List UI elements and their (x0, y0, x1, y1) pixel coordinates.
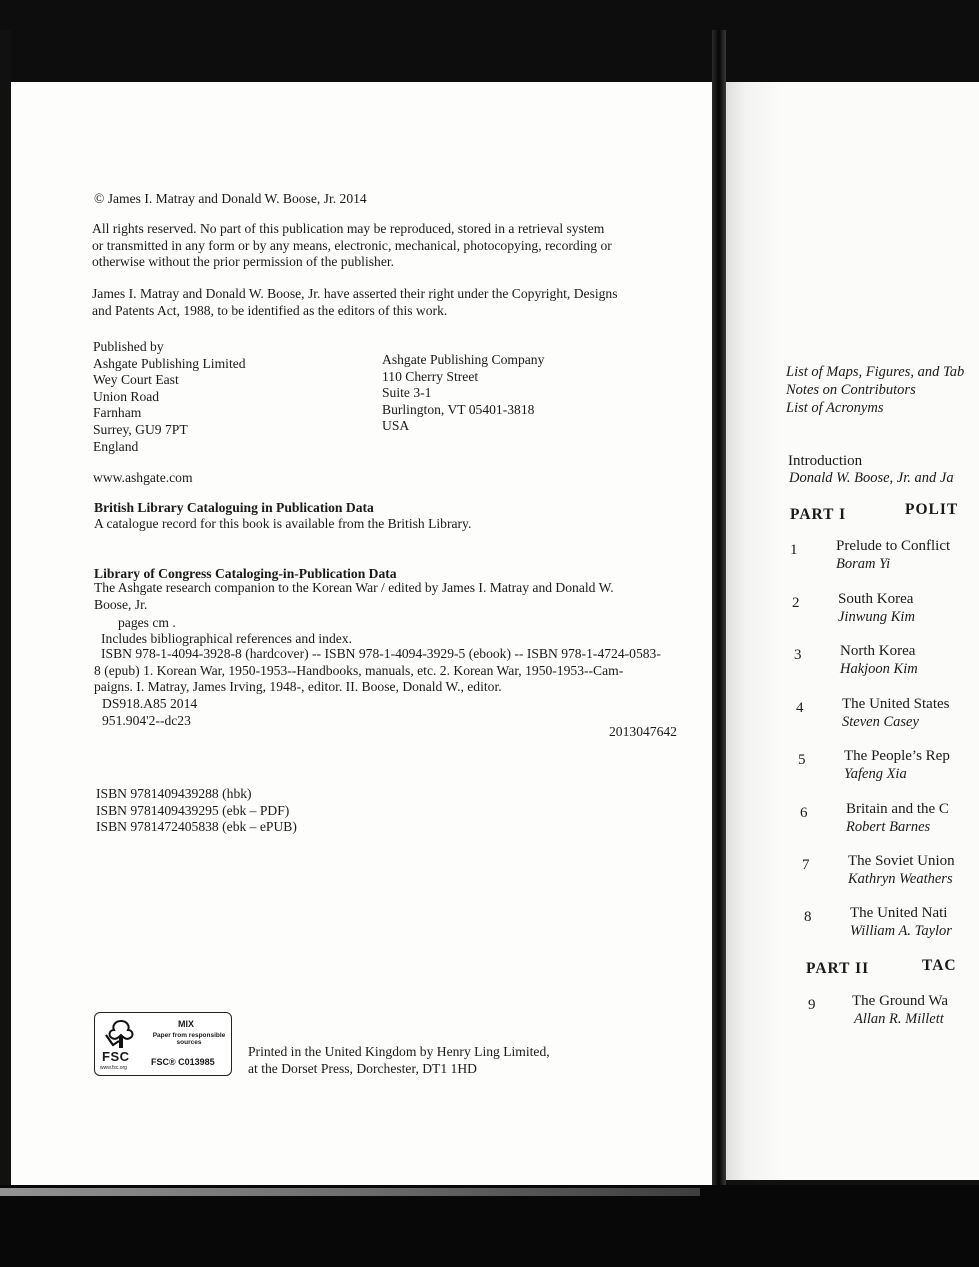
bl-heading: British Library Cataloguing in Publication Data (94, 500, 374, 515)
loc-pages: pages cm . (118, 615, 176, 630)
printed-line: at the Dorset Press, Dorchester, DT1 1HD (248, 1060, 477, 1076)
fsc-code: FSC® C013985 (151, 1057, 215, 1067)
toc-introduction: Introduction (788, 453, 863, 469)
loc-title (94, 580, 614, 613)
toc-chapter-author: William A. Taylor (850, 923, 952, 939)
toc-chapter-title: North Korea (840, 643, 916, 659)
toc-list-acronyms: List of Acronyms (786, 400, 884, 416)
address-line: Union Road (93, 388, 160, 404)
address-line: Surrey, GU9 7PT (93, 421, 188, 437)
uk-publisher-address (93, 339, 246, 455)
loc-number: 2013047642 (609, 724, 677, 739)
loc-line: The Ashgate research companion to the Korean War / edited by James I. Matray and Donald W. (94, 580, 614, 595)
loc-isbn-block (94, 646, 661, 696)
loc-class-line: 951.904'2--dc23 (102, 712, 191, 728)
isbn-line: ISBN 9781472405838 (ebk – ePUB) (96, 819, 297, 835)
published-by-label: Published by (93, 339, 164, 354)
isbn-list (96, 786, 297, 836)
toc-chapter-number: 9 (808, 997, 816, 1013)
toc-chapter-number: 1 (790, 542, 798, 558)
address-line: 110 Cherry Street (382, 368, 479, 384)
toc-chapter-title: The People’s Rep (844, 748, 950, 764)
toc-chapter-number: 8 (804, 909, 812, 925)
rights-paragraph (92, 221, 612, 271)
address-line: USA (382, 418, 410, 434)
book-gutter (712, 30, 726, 1190)
loc-includes: Includes bibliographical references and index. (101, 631, 352, 646)
page-edge-shadow (0, 1188, 700, 1196)
printed-by (248, 1044, 550, 1077)
rights-line: otherwise without the prior permission of the publisher. (92, 254, 395, 270)
toc-chapter-title: The Ground Wa (852, 993, 948, 1009)
toc-chapter-author: Yafeng Xia (844, 766, 907, 782)
loc-isbn-line: paigns. I. Matray, James Irving, 1948-, editor. II. Boose, Donald W., editor. (94, 679, 502, 695)
address-line: Suite 3-1 (382, 385, 432, 401)
toc-chapter-title: The United States (842, 696, 950, 712)
toc-chapter-author: Robert Barnes (846, 819, 931, 835)
toc-chapter-author: Allan R. Millett (854, 1011, 944, 1027)
toc-chapter-number: 7 (802, 857, 810, 873)
loc-class-line: DS918.A85 2014 (102, 696, 198, 711)
copyright-line: © James I. Matray and Donald W. Boose, Jr. 2014 (94, 191, 367, 206)
printed-line: Printed in the United Kingdom by Henry Ling Limited, (248, 1044, 550, 1059)
top-dark-band (0, 0, 979, 30)
loc-heading: Library of Congress Cataloging-in-Publication Data (94, 566, 397, 581)
asserted-paragraph (92, 286, 618, 319)
address-line: Wey Court East (93, 372, 179, 388)
address-line: Farnham (93, 405, 142, 421)
address-line: Ashgate Publishing Limited (93, 355, 246, 371)
isbn-line: ISBN 9781409439295 (ebk – PDF) (96, 802, 290, 818)
toc-chapter-title: The Soviet Union (848, 853, 955, 869)
toc-chapter-number: 5 (798, 752, 806, 768)
rights-line: or transmitted in any form or by any means, electronic, mechanical, photocopying, recording or (92, 237, 612, 253)
toc-part-1-label: PART I (790, 506, 847, 523)
toc-chapter-number: 6 (800, 805, 808, 821)
toc-chapter-author: Boram Yi (836, 556, 891, 572)
loc-line: Boose, Jr. (94, 596, 148, 612)
asserted-line: James I. Matray and Donald W. Boose, Jr. have asserted their right under the Copyright, Designs (92, 286, 618, 301)
toc-chapter-author: Kathryn Weathers (848, 871, 953, 887)
toc-chapter-title: Prelude to Conflict (836, 538, 951, 554)
toc-part-2-title: TAC (922, 957, 957, 974)
toc-chapter-author: Steven Casey (842, 714, 919, 730)
toc-list-maps: List of Maps, Figures, and Tab (786, 364, 965, 380)
address-line: England (93, 438, 139, 454)
address-line: Ashgate Publishing Company (382, 352, 545, 367)
address-line: Burlington, VT 05401-3818 (382, 401, 535, 417)
toc-chapter-title: Britain and the C (846, 801, 949, 817)
toc-chapter-number: 4 (796, 700, 804, 716)
toc-notes-contributors: Notes on Contributors (786, 382, 916, 398)
toc-introduction-authors: Donald W. Boose, Jr. and Ja (789, 470, 954, 486)
toc-chapter-title: The United Nati (850, 905, 948, 921)
toc-chapter-author: Hakjoon Kim (840, 661, 918, 677)
bottom-dark-band (0, 1185, 979, 1267)
asserted-line: and Patents Act, 1988, to be identified as the editors of this work. (92, 302, 448, 318)
fsc-mix: MIX (178, 1019, 195, 1029)
fsc-logo (94, 1012, 232, 1076)
fsc-mix-sub: Paper from responsible sources (152, 1032, 226, 1046)
us-publisher-address (382, 352, 544, 435)
loc-isbn-line: ISBN 978-1-4094-3928-8 (hardcover) -- ISBN 978-1-4094-3929-5 (ebook) -- ISBN 978-1-4724-0583- (101, 646, 661, 661)
loc-isbn-line: 8 (epub) 1. Korean War, 1950-1953--Handbooks, manuals, etc. 2. Korean War, 1950-1953--Cam- (94, 662, 624, 678)
rights-line: All rights reserved. No part of this publication may be reproduced, stored in a retrieval system (92, 221, 605, 236)
fsc-tree-icon (103, 1017, 139, 1049)
toc-part-2-label: PART II (806, 960, 870, 977)
loc-classification (102, 696, 197, 729)
fsc-word: FSC (102, 1049, 130, 1064)
toc-chapter-title: South Korea (838, 591, 914, 607)
scan-shadow-top (11, 30, 979, 82)
fsc-url: www.fsc.org (100, 1065, 127, 1071)
isbn-line: ISBN 9781409439288 (hbk) (96, 786, 252, 801)
toc-chapter-number: 2 (792, 595, 800, 611)
bl-text: A catalogue record for this book is available from the British Library. (94, 516, 472, 531)
toc-part-1-title: POLIT (905, 501, 959, 518)
website: www.ashgate.com (93, 470, 193, 485)
toc-chapter-number: 3 (794, 647, 802, 663)
toc-chapter-author: Jinwung Kim (838, 609, 915, 625)
